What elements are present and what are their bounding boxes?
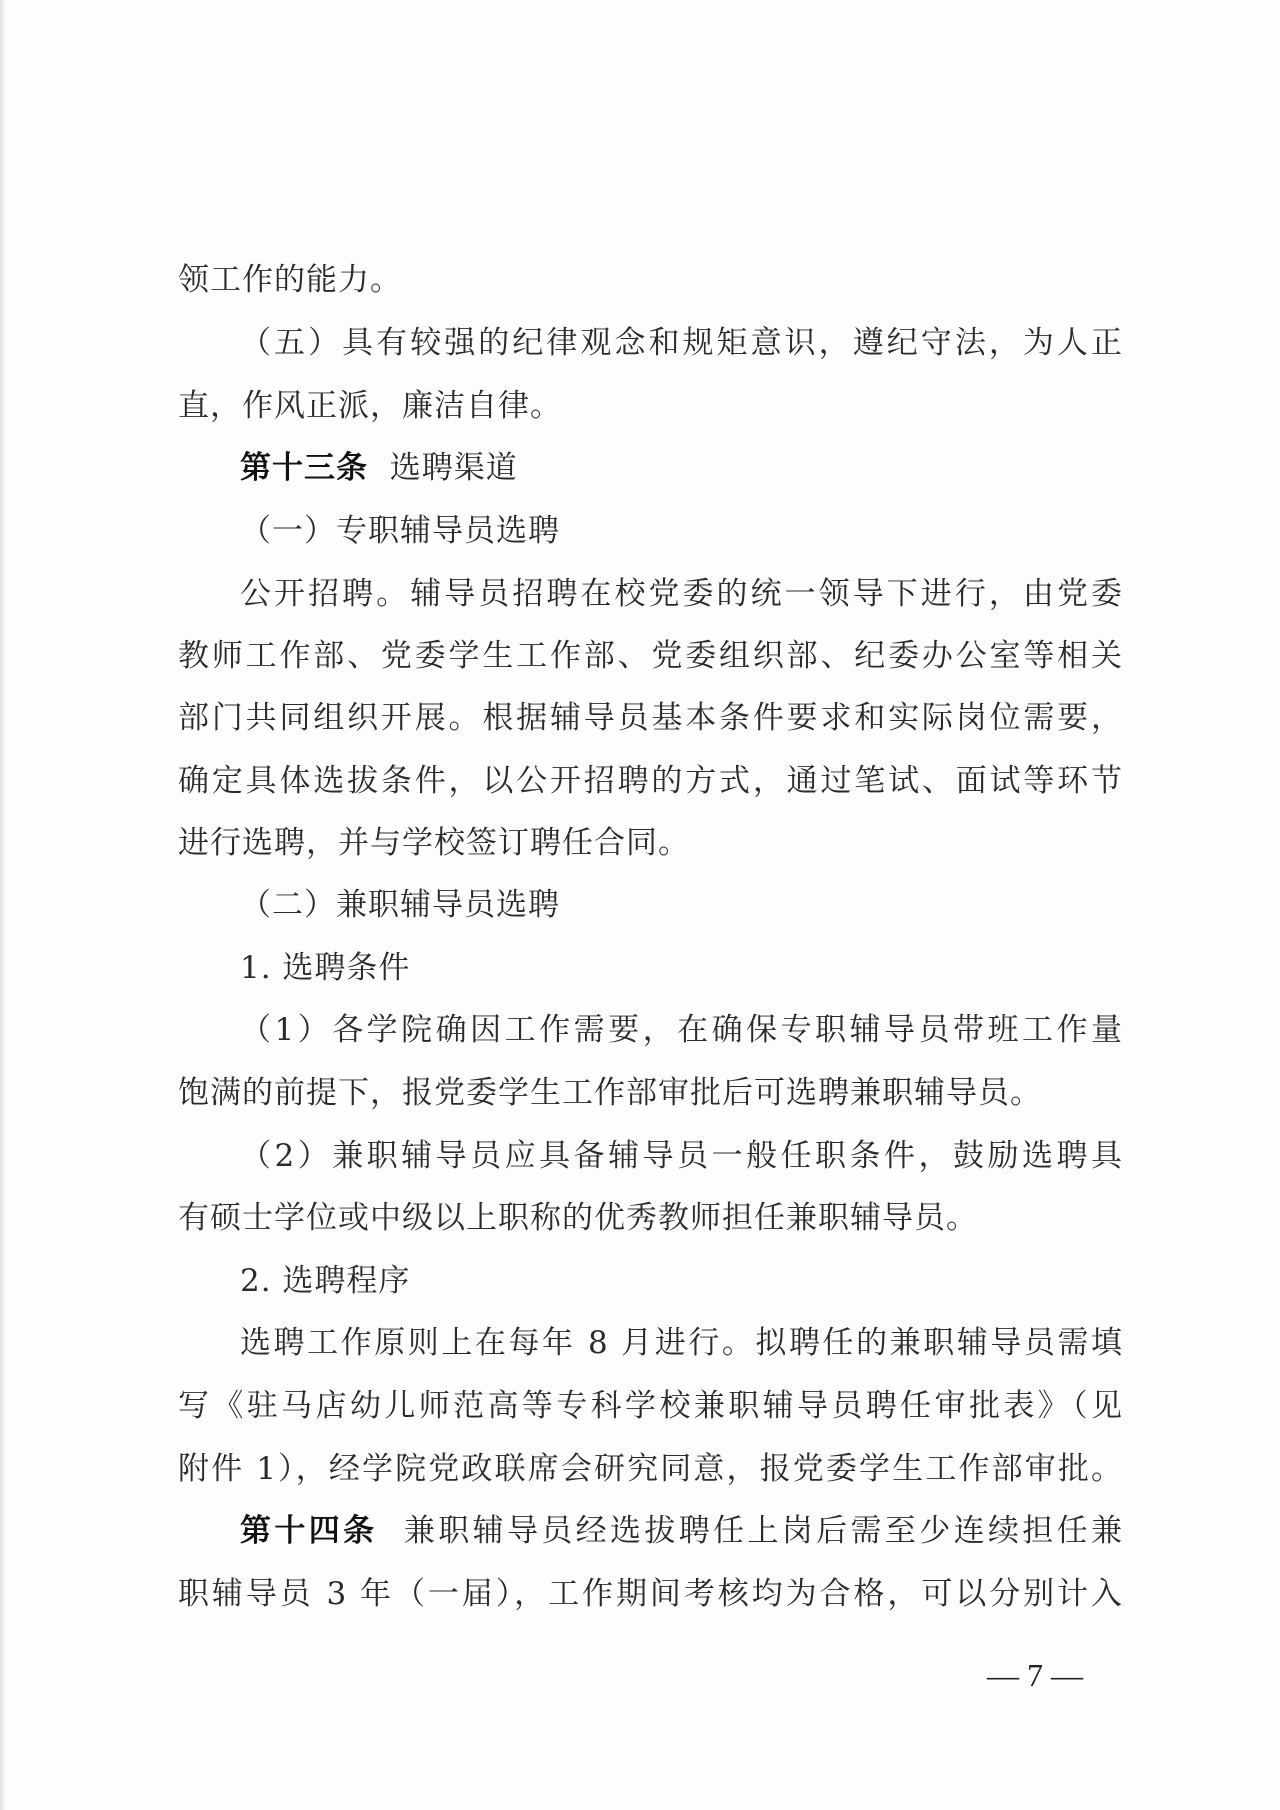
article-13-heading [240,443,1123,493]
article-14-heading [240,1506,1123,1556]
text-line-20: 附件 1），经学院党政联席会研究同意，报党委学生工作部审批。 [178,1451,1123,1487]
article-13-title: 选聘渠道 [389,450,518,486]
text-line-6: 公开招聘。辅导员招聘在校党委的统一领导下进行，由党委 [240,576,1123,612]
article-14-number: 第十四条 [240,1513,378,1549]
text-line-7: 教师工作部、党委学生工作部、党委组织部、纪委办公室等相关 [178,638,1123,674]
text-line-5: （一）专职辅导员选聘 [240,513,560,549]
text-line-22: 职辅导员 3 年（一届），工作期间考核均为合格，可以分别计入 [178,1576,1123,1612]
page-edge-shadow [0,0,6,1810]
text-line-8: 部门共同组织开展。根据辅导员基本条件要求和实际岗位需要， [178,700,1123,736]
article-14-text: 兼职辅导员经选拔聘任上岗后需至少连续担任兼 [403,1513,1124,1549]
text-line-19: 写《驻马店幼儿师范高等专科学校兼职辅导员聘任审批表》（见 [178,1388,1123,1424]
text-line-9: 确定具体选拔条件，以公开招聘的方式，通过笔试、面试等环节 [178,763,1123,799]
text-line-15: （2）兼职辅导员应具备辅导员一般任职条件，鼓励选聘具 [240,1138,1123,1174]
text-line-16: 有硕士学位或中级以上职称的优秀教师担任兼职辅导员。 [178,1200,978,1236]
text-line-13: （1）各学院确因工作需要，在确保专职辅导员带班工作量 [240,1012,1123,1048]
page-number: — 7 — [987,1657,1083,1693]
text-line-18: 选聘工作原则上在每年 8 月进行。拟聘任的兼职辅导员需填 [240,1325,1123,1361]
article-13-number: 第十三条 [240,450,368,486]
text-line-12: 1. 选聘条件 [240,950,411,986]
text-line-3: 直，作风正派，廉洁自律。 [178,388,562,424]
text-line-2: （五）具有较强的纪律观念和规矩意识，遵纪守法，为人正 [240,325,1123,361]
text-line-1: 领工作的能力。 [178,262,402,298]
text-line-10: 进行选聘，并与学校签订聘任合同。 [178,825,690,861]
text-line-14: 饱满的前提下，报党委学生工作部审批后可选聘兼职辅导员。 [178,1075,1042,1111]
text-line-11: （二）兼职辅导员选聘 [240,887,560,923]
text-line-17: 2. 选聘程序 [240,1263,411,1299]
